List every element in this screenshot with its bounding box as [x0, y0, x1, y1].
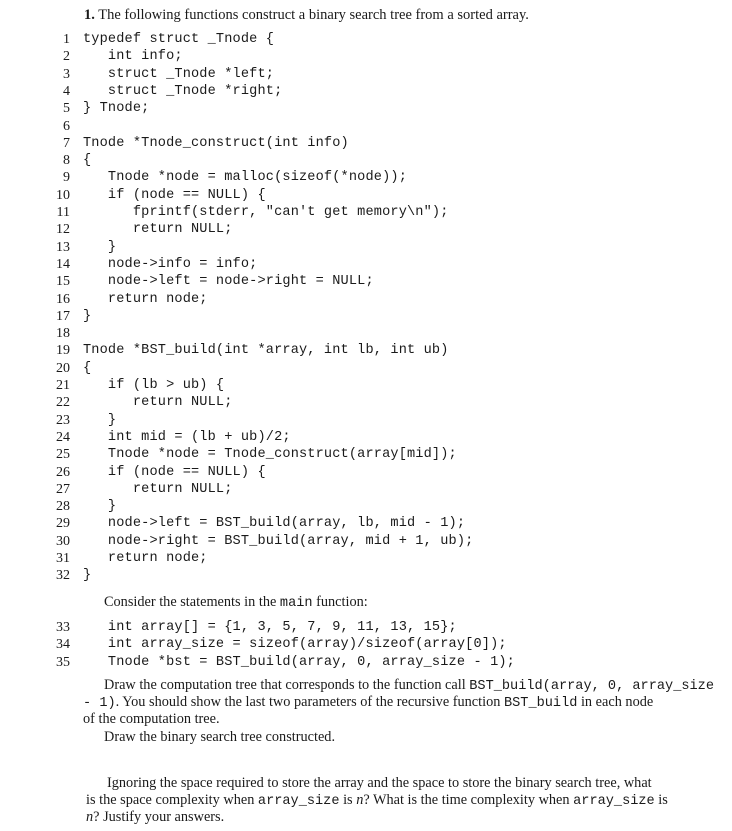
consider-paragraph: Consider the statements in the main function: — [104, 594, 368, 611]
line-number: 2 — [63, 49, 70, 65]
code-text: if (node == NULL) { — [83, 187, 266, 203]
code-text: typedef struct _Tnode { — [83, 32, 275, 47]
line-number: 11 — [56, 205, 70, 220]
line-number: 30 — [56, 533, 70, 549]
complexity-line2: is the space complexity when array_size is n? What is the time complexity when array_size is — [86, 792, 668, 809]
line-number: 32 — [56, 568, 70, 584]
line-number: 35 — [56, 654, 70, 670]
code-text: Tnode *Tnode_construct(int info) — [83, 135, 349, 151]
complexity-line3: n? Justify your answers. — [86, 809, 225, 825]
line-number: 19 — [56, 343, 70, 359]
code-text: struct _Tnode *right; — [83, 83, 283, 99]
line-number: 4 — [63, 83, 70, 99]
code-text: int array_size = sizeof(array)/sizeof(array[0]); — [83, 637, 507, 653]
code-text: } Tnode; — [83, 101, 150, 117]
line-number: 6 — [63, 118, 70, 134]
code-text: } — [83, 412, 117, 428]
code-text: node->info = info; — [83, 256, 258, 272]
code-text: Tnode *bst = BST_build(array, 0, array_size - 1); — [83, 654, 515, 670]
code-text: } — [83, 308, 92, 324]
line-number: 7 — [63, 135, 70, 151]
code-text: { — [83, 360, 92, 376]
code-text: node->left = BST_build(array, lb, mid - 1); — [83, 516, 466, 532]
line-number: 26 — [56, 464, 70, 480]
complexity-line1: Ignoring the space required to store the array and the space to store the binary search tree, what — [107, 775, 652, 791]
code-text: } — [83, 568, 92, 584]
code-text: fprintf(stderr, "can't get memory\n"); — [83, 205, 449, 220]
code-text: Tnode *node = malloc(sizeof(*node)); — [83, 170, 407, 186]
code-text: return NULL; — [83, 395, 233, 411]
code-text: struct _Tnode *left; — [83, 66, 275, 82]
line-number: 21 — [56, 378, 70, 393]
code-text: Tnode *BST_build(int *array, int lb, int ub) — [83, 343, 449, 359]
code-text: { — [83, 153, 92, 169]
question-number: 1. — [84, 7, 95, 23]
question-heading — [84, 7, 529, 24]
line-number: 33 — [56, 620, 70, 635]
line-number: 13 — [56, 239, 70, 255]
line-number: 18 — [56, 326, 70, 342]
line-number: 34 — [56, 637, 70, 653]
line-number: 29 — [56, 516, 70, 532]
line-number: 12 — [56, 222, 70, 238]
draw-computation-line3: of the computation tree. — [83, 711, 220, 727]
code-text: int info; — [83, 49, 183, 65]
line-number: 3 — [63, 66, 70, 82]
code-text: if (node == NULL) { — [83, 464, 266, 480]
line-number: 9 — [63, 170, 70, 186]
line-number: 23 — [56, 412, 70, 428]
line-number: 14 — [56, 256, 70, 272]
question-intro: The following functions construct a binary search tree from a sorted array. — [98, 7, 529, 23]
code-text: if (lb > ub) { — [83, 378, 225, 393]
code-text: return NULL; — [83, 481, 233, 497]
code-text: int mid = (lb + ub)/2; — [83, 429, 291, 445]
line-number: 20 — [56, 360, 70, 376]
line-number: 27 — [56, 481, 70, 497]
draw-computation-line2: - 1). You should show the last two parameters of the recursive function BST_build in each node — [83, 694, 654, 711]
line-number: 22 — [56, 395, 70, 411]
code-text: } — [83, 499, 117, 515]
line-number: 25 — [56, 447, 70, 463]
line-number: 8 — [63, 153, 70, 169]
line-number: 10 — [56, 187, 70, 203]
draw-bst-paragraph: Draw the binary search tree constructed. — [104, 729, 336, 745]
line-number: 5 — [63, 101, 70, 117]
code-text: node->right = BST_build(array, mid + 1, ub); — [83, 533, 474, 549]
code-text: return NULL; — [83, 222, 233, 238]
code-text: return node; — [83, 551, 208, 566]
line-number: 24 — [56, 429, 70, 445]
line-number: 31 — [56, 551, 70, 566]
code-text: node->left = node->right = NULL; — [83, 274, 374, 290]
line-number: 16 — [56, 291, 70, 307]
code-text: int array[] = {1, 3, 5, 7, 9, 11, 13, 15}; — [83, 620, 457, 635]
line-number: 15 — [56, 274, 70, 290]
line-number: 28 — [56, 499, 70, 515]
code-text: } — [83, 239, 117, 255]
line-number: 17 — [56, 308, 70, 324]
code-text: Tnode *node = Tnode_construct(array[mid]); — [83, 447, 457, 463]
code-text: return node; — [83, 291, 208, 307]
draw-computation-line1: Draw the computation tree that corresponds to the function call BST_build(array, 0, array_size — [104, 677, 714, 694]
line-number: 1 — [63, 32, 70, 47]
